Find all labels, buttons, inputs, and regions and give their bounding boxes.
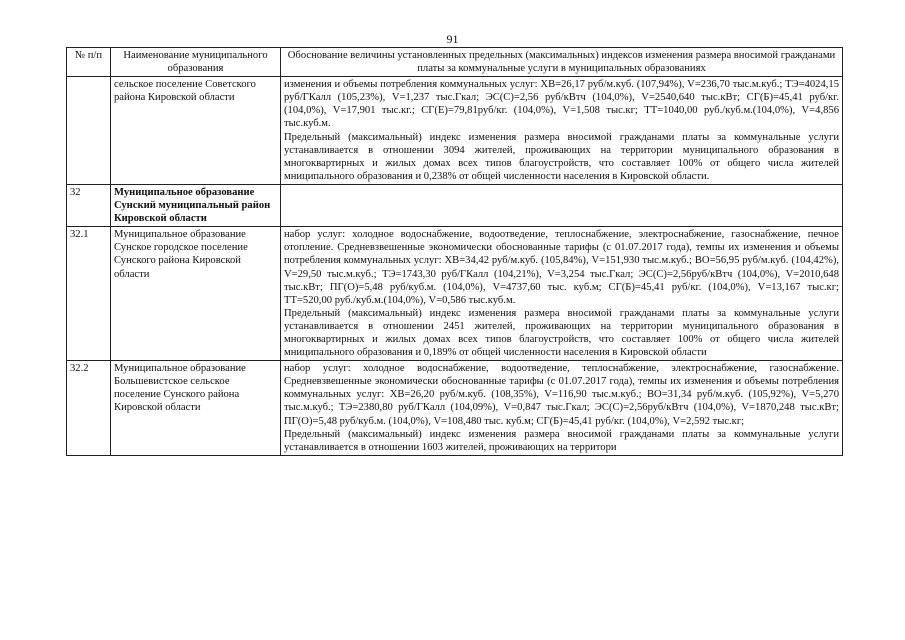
basis-paragraph: Предельный (максимальный) индекс изменения размера вносимой гражданами платы за коммунальные услуги устанавливается в отношении 1603 жителей, проживающих на территори	[284, 428, 839, 453]
row-number: 32	[67, 184, 111, 226]
row-number: 32.1	[67, 227, 111, 361]
row-basis	[281, 184, 843, 226]
header-municipality-name: Наименование муниципального образования	[111, 48, 281, 77]
row-municipality-name: Муниципальное образование Сунский муниципальный район Кировской области	[111, 184, 281, 226]
row-municipality-name: Муниципальное образование Большевистское сельское поселение Сунского района Кировской области	[111, 361, 281, 456]
row-number: 32.2	[67, 361, 111, 456]
table-row	[67, 227, 843, 361]
basis-paragraph: набор услуг: холодное водоснабжение, водоотведение, теплоснабжение, электроснабжение, газоснабжение. Средневзвешенные экономически обоснованные тарифы (с 01.07.2017 года), темпы их изменения и объемы потребления коммунальных услуг: ХВ=26,20 руб/м.куб. (108,35%), V=116,90 тыс.м.куб.; ВО=31,34 руб/м.куб. (105,92%), V=5,270 тыс.м.куб.; ТЭ=2380,80 руб/ГКалл (104,09%), V=0,847 тыс.Гкал; ЭС(С)=2,56руб/кВтч (104,0%), V=1870,248 тыс.кВт; ПГ(О)=5,48 руб/куб.м. (104,0%), V=108,480 тыс. куб.м; СГ(Б)=45,41 руб/кг. (104,0%), V=2,592 тыс.кг;	[284, 363, 839, 427]
basis-paragraph: изменения и объемы потребления коммунальных услуг: ХВ=26,17 руб/м.куб. (107,94%), V=236,70 тыс.м.куб.; ТЭ=4024,15 руб/ГКалл (105,23%), V=1,237 тыс.Гкал; ЭС(С)=2,56 руб/кВтч (104,0%), V=2540,640 тыс.кВт; СГ(Б)=45,41 руб/кг. (104,0%), V=17,901 тыс.кг.; СГ(Е)=79,81руб/кг. (104,0%), V=1,508 тыс.кг; ТТ=1040,00 руб./куб.м.(104,0%), V=4,856 тыс.куб.м.	[284, 79, 839, 130]
tariff-table	[66, 47, 843, 456]
row-municipality-name: Муниципальное образование Сунское городское поселение Сунского района Кировской области	[111, 227, 281, 361]
table-row	[67, 361, 843, 456]
row-number	[67, 77, 111, 185]
header-basis: Обоснование величины установленных предельных (максимальных) индексов изменения размера вносимой гражданами платы за коммунальные услуги в муниципальных образованиях	[281, 48, 843, 77]
table-row	[67, 77, 843, 185]
table-row	[67, 184, 843, 226]
row-basis	[281, 227, 843, 361]
basis-paragraph: Предельный (максимальный) индекс изменения размера вносимой гражданами платы за коммунальные услуги устанавливается в отношении 3094 жителей, проживающих на территории муниципального образования в многоквартирных и жилых домах всех типов благоустройств, что составляет 100% от общего числа жителей мниципального образования и 0,238% от общей численности населения в Кировской области.	[284, 131, 839, 182]
header-number: № п/п	[67, 48, 111, 77]
row-municipality-name: сельское поселение Советского района Кировской области	[111, 77, 281, 185]
basis-paragraph: Предельный (максимальный) индекс изменения размера вносимой гражданами платы за коммунальные услуги устанавливается в отношении 2451 жителей, проживающих на территории муниципального образования в многоквартирных и жилых домах всех типов благоустройств, что составляет 100% от общего числа жителей мниципального образования и 0,189% от общей численности населения в Кировской области	[284, 307, 839, 359]
table-header-row	[67, 48, 843, 77]
row-basis	[281, 361, 843, 456]
basis-paragraph: набор услуг: холодное водоснабжение, водоотведение, теплоснабжение, электроснабжение, газоснабжение, печное отопление. Средневзвешенные экономически обоснованные тарифы (с 01.07.2017 года), темпы их изменения и объемы потребления коммунальных услуг: ХВ=34,42 руб/м.куб. (105,84%), V=151,930 тыс.м.куб.; ВО=56,95 руб/м.куб. (104,42%), V=29,50 тыс.м.куб.; ТЭ=1743,30 руб/ГКалл (104,21%), V=3,254 тыс.Гкал; ЭС(С)=2,56руб/кВтч (104,0%), V=2010,648 тыс.кВт; ПГ(О)=5,48 руб/куб.м. (104,0%), V=4737,60 тыс. куб.м; СГ(Б)=45,41 руб/кг. (104,0%), V=13,167 тыс.кг; ТТ=520,00 руб./куб.м.(104,0%), V=0,586 тыс.куб.м.	[284, 229, 839, 306]
row-basis	[281, 77, 843, 185]
page-number: 91	[446, 32, 459, 46]
